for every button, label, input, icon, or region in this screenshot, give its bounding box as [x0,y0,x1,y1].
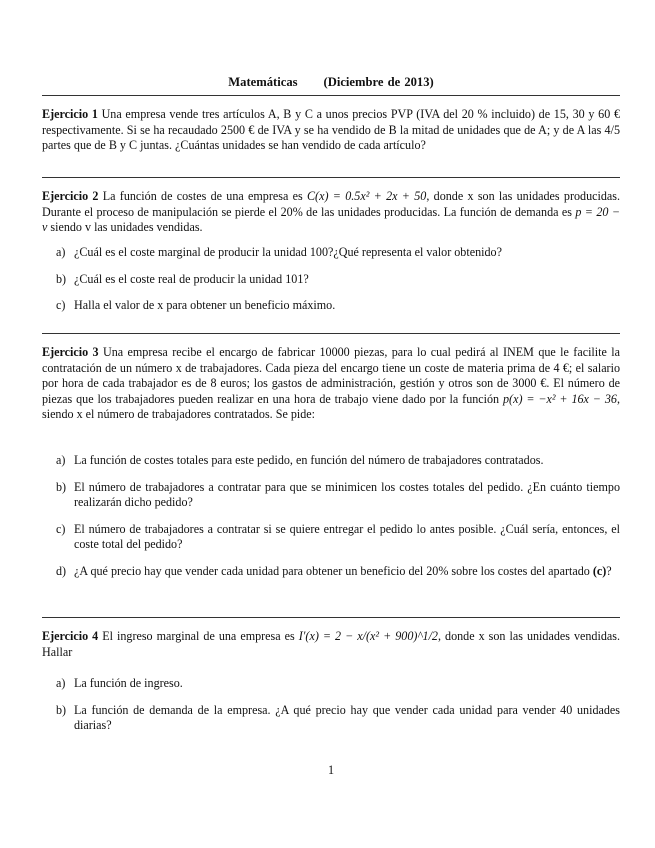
exercise-2-label: Ejercicio 2 [42,189,99,203]
page-number: 1 [327,763,335,777]
exercise-3 [42,345,620,423]
exercise-4-label: Ejercicio 4 [42,629,99,643]
demand-formula: p = 20 − v [42,204,620,235]
list-item: c) El número de trabajadores a contratar si se quiere entregar el pedido lo antes posible. ¿Cuál sería, entonces, el coste total del pedido? [56,521,620,552]
exercise-4-items [56,676,620,734]
exercise-4-text-a: El ingreso marginal de una empresa es [102,629,295,643]
list-item: d) ¿A qué precio hay que vender cada unidad para obtener un beneficio del 20% sobre los costes del apartado (c)? [56,563,612,578]
cost-formula: C(x) = 0.5x² + 2x + 50 [306,189,427,203]
list-item: c) Halla el valor de x para obtener un beneficio máximo. [56,298,336,313]
exercise-2-items [56,245,620,314]
exam-date: (Diciembre de 2013) [323,75,434,89]
exercise-3-text-b: , siendo x el número de trabajadores contratados. Se pide: [42,391,620,422]
exercise-2-text-b: , donde x son las unidades producidas. Durante el proceso de manipulación se pierde el 20% de las unidades producidas. La función de demanda es [42,189,621,219]
page-title [42,75,620,91]
list-item: a) La función de ingreso. [56,676,183,690]
marginal-income-formula: I′(x) = 2 − x/(x² + 900)^1/2 [298,629,438,643]
list-item: a) ¿Cuál es el coste marginal de producir la unidad 100?¿Qué representa el valor obtenido? [56,245,502,259]
divider [42,177,620,178]
list-item: b) La función de demanda de la empresa. ¿A qué precio hay que vender cada unidad para vender 40 unidades diarias? [56,702,620,733]
pieces-formula: p(x) = −x² + 16x − 36 [503,391,617,406]
subject-title: Matemáticas [228,75,298,89]
divider [42,333,620,334]
exercise-1-text: Una empresa vende tres artículos A, B y C a unos precios PVP (IVA del 20 % incluido) de 15, 30 y 60 € respectivamente. Si se ha recaudado 2500 € de IVA y se ha vendido de B la mitad de unidades que de A; y de A las 4/5 partes que de B y C juntas. ¿Cuántas unidades se han vendido de cada artículo? [42,107,620,153]
exercise-3-items [56,453,620,580]
exercise-4-text-b: , donde x son las unidades vendidas. Hallar [42,629,620,659]
divider [42,95,620,96]
exercise-1 [42,107,620,154]
exercise-1-label: Ejercicio 1 [42,107,98,121]
exercise-3-text-a: Una empresa recibe el encargo de fabricar 10000 piezas, para lo cual pedirá al INEM que le facilite la contratación de un número x de trabajadores. Cada pieza del encargo tiene un coste de materia prima de 4 €; el salario por hora de cada trabajador es de 8 euros; los gastos de administración, gestión y otros son de 3000 €. El número de piezas que los trabajadores pueden realizar en una hora de trabajo viene dado por la función [42,345,621,406]
exercise-4 [42,629,620,660]
list-item: a) La función de costes totales para este pedido, en función del número de trabajadores contratados. [56,453,544,467]
divider [42,617,620,618]
exercise-2-text-c: siendo v las unidades vendidas. [50,220,203,235]
exercise-3-label: Ejercicio 3 [42,345,99,359]
list-item: b) El número de trabajadores a contratar para que se minimicen los costes totales del pedido. ¿En cuánto tiempo realizarán dicho pedido? [56,479,620,510]
exercise-2 [42,189,620,236]
exercise-2-text-a: La función de costes de una empresa es [102,189,303,203]
list-item: b) ¿Cuál es el coste real de producir la unidad 101? [56,271,309,286]
